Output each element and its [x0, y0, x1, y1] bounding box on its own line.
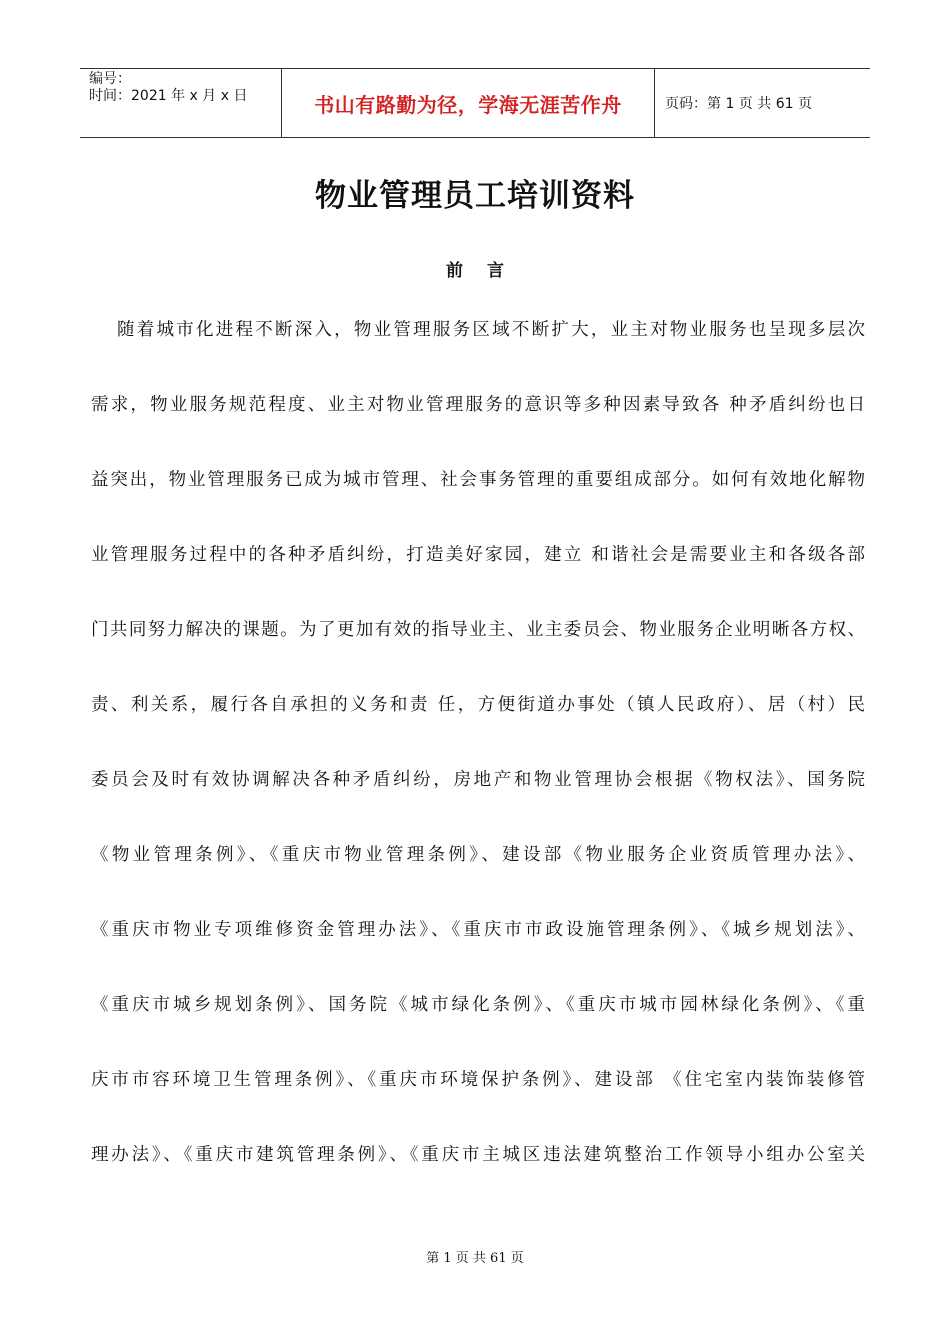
section-title: 前 言	[446, 261, 504, 281]
preface-body	[91, 318, 865, 1218]
header-page-info-cell	[655, 69, 870, 137]
paragraph-line: 《重庆市物业专项维修资金管理办法》、《重庆市市政设施管理条例》、《城乡规划法》、	[91, 920, 865, 940]
paragraph-line: 《重庆市城乡规划条例》、国务院《城市绿化条例》、《重庆市城市园林绿化条例》、《重	[91, 995, 865, 1015]
paragraph-line: 《物业管理条例》、《重庆市物业管理条例》、建设部《物业服务企业资质管理办法》、	[91, 845, 865, 865]
header-meta	[80, 69, 281, 137]
paragraph-line: 随着城市化进程不断深入，物业管理服务区域不断扩大，业主对物业服务也呈现多层次	[117, 320, 865, 340]
header-motto: 书山有路勤为径，学海无涯苦作舟	[314, 92, 622, 117]
paragraph-line: 业管理服务过程中的各种矛盾纠纷，打造美好家园，建立 和谐社会是需要业主和各级各部	[91, 545, 865, 565]
header-motto-cell	[281, 69, 655, 137]
paragraph-line: 责、利关系，履行各自承担的义务和责 任，方便街道办事处（镇人民政府）、居（村）民	[91, 695, 865, 715]
document-number-label: 编号：	[89, 71, 131, 87]
paragraph-line: 庆市市容环境卫生管理条例》、《重庆市环境保护条例》、建设部 《住宅室内装饰装修管	[91, 1070, 865, 1090]
paragraph-line: 益突出，物业管理服务已成为城市管理、社会事务管理的重要组成部分。如何有效地化解物	[91, 470, 865, 490]
page-footer: 第 1 页 共 61 页	[426, 1251, 524, 1266]
document-header	[80, 68, 870, 138]
paragraph-line: 委员会及时有效协调解决各种矛盾纠纷，房地产和物业管理协会根据《物权法》、国务院	[91, 770, 865, 790]
document-title: 物业管理员工培训资料	[315, 178, 635, 214]
paragraph-line: 理办法》、《重庆市建筑管理条例》、《重庆市主城区违法建筑整治工作领导小组办公室关	[91, 1145, 865, 1165]
header-page-info: 页码：第 1 页 共 61 页	[665, 96, 812, 112]
paragraph-line: 需求，物业服务规范程度、业主对物业管理服务的意识等多种因素导致各 种矛盾纠纷也日	[91, 395, 865, 415]
paragraph-line: 门共同努力解决的课题。为了更加有效的指导业主、业主委员会、物业服务企业明晰各方权、	[91, 620, 865, 640]
document-date: 时间：2021 年 x 月 x 日	[89, 88, 248, 104]
